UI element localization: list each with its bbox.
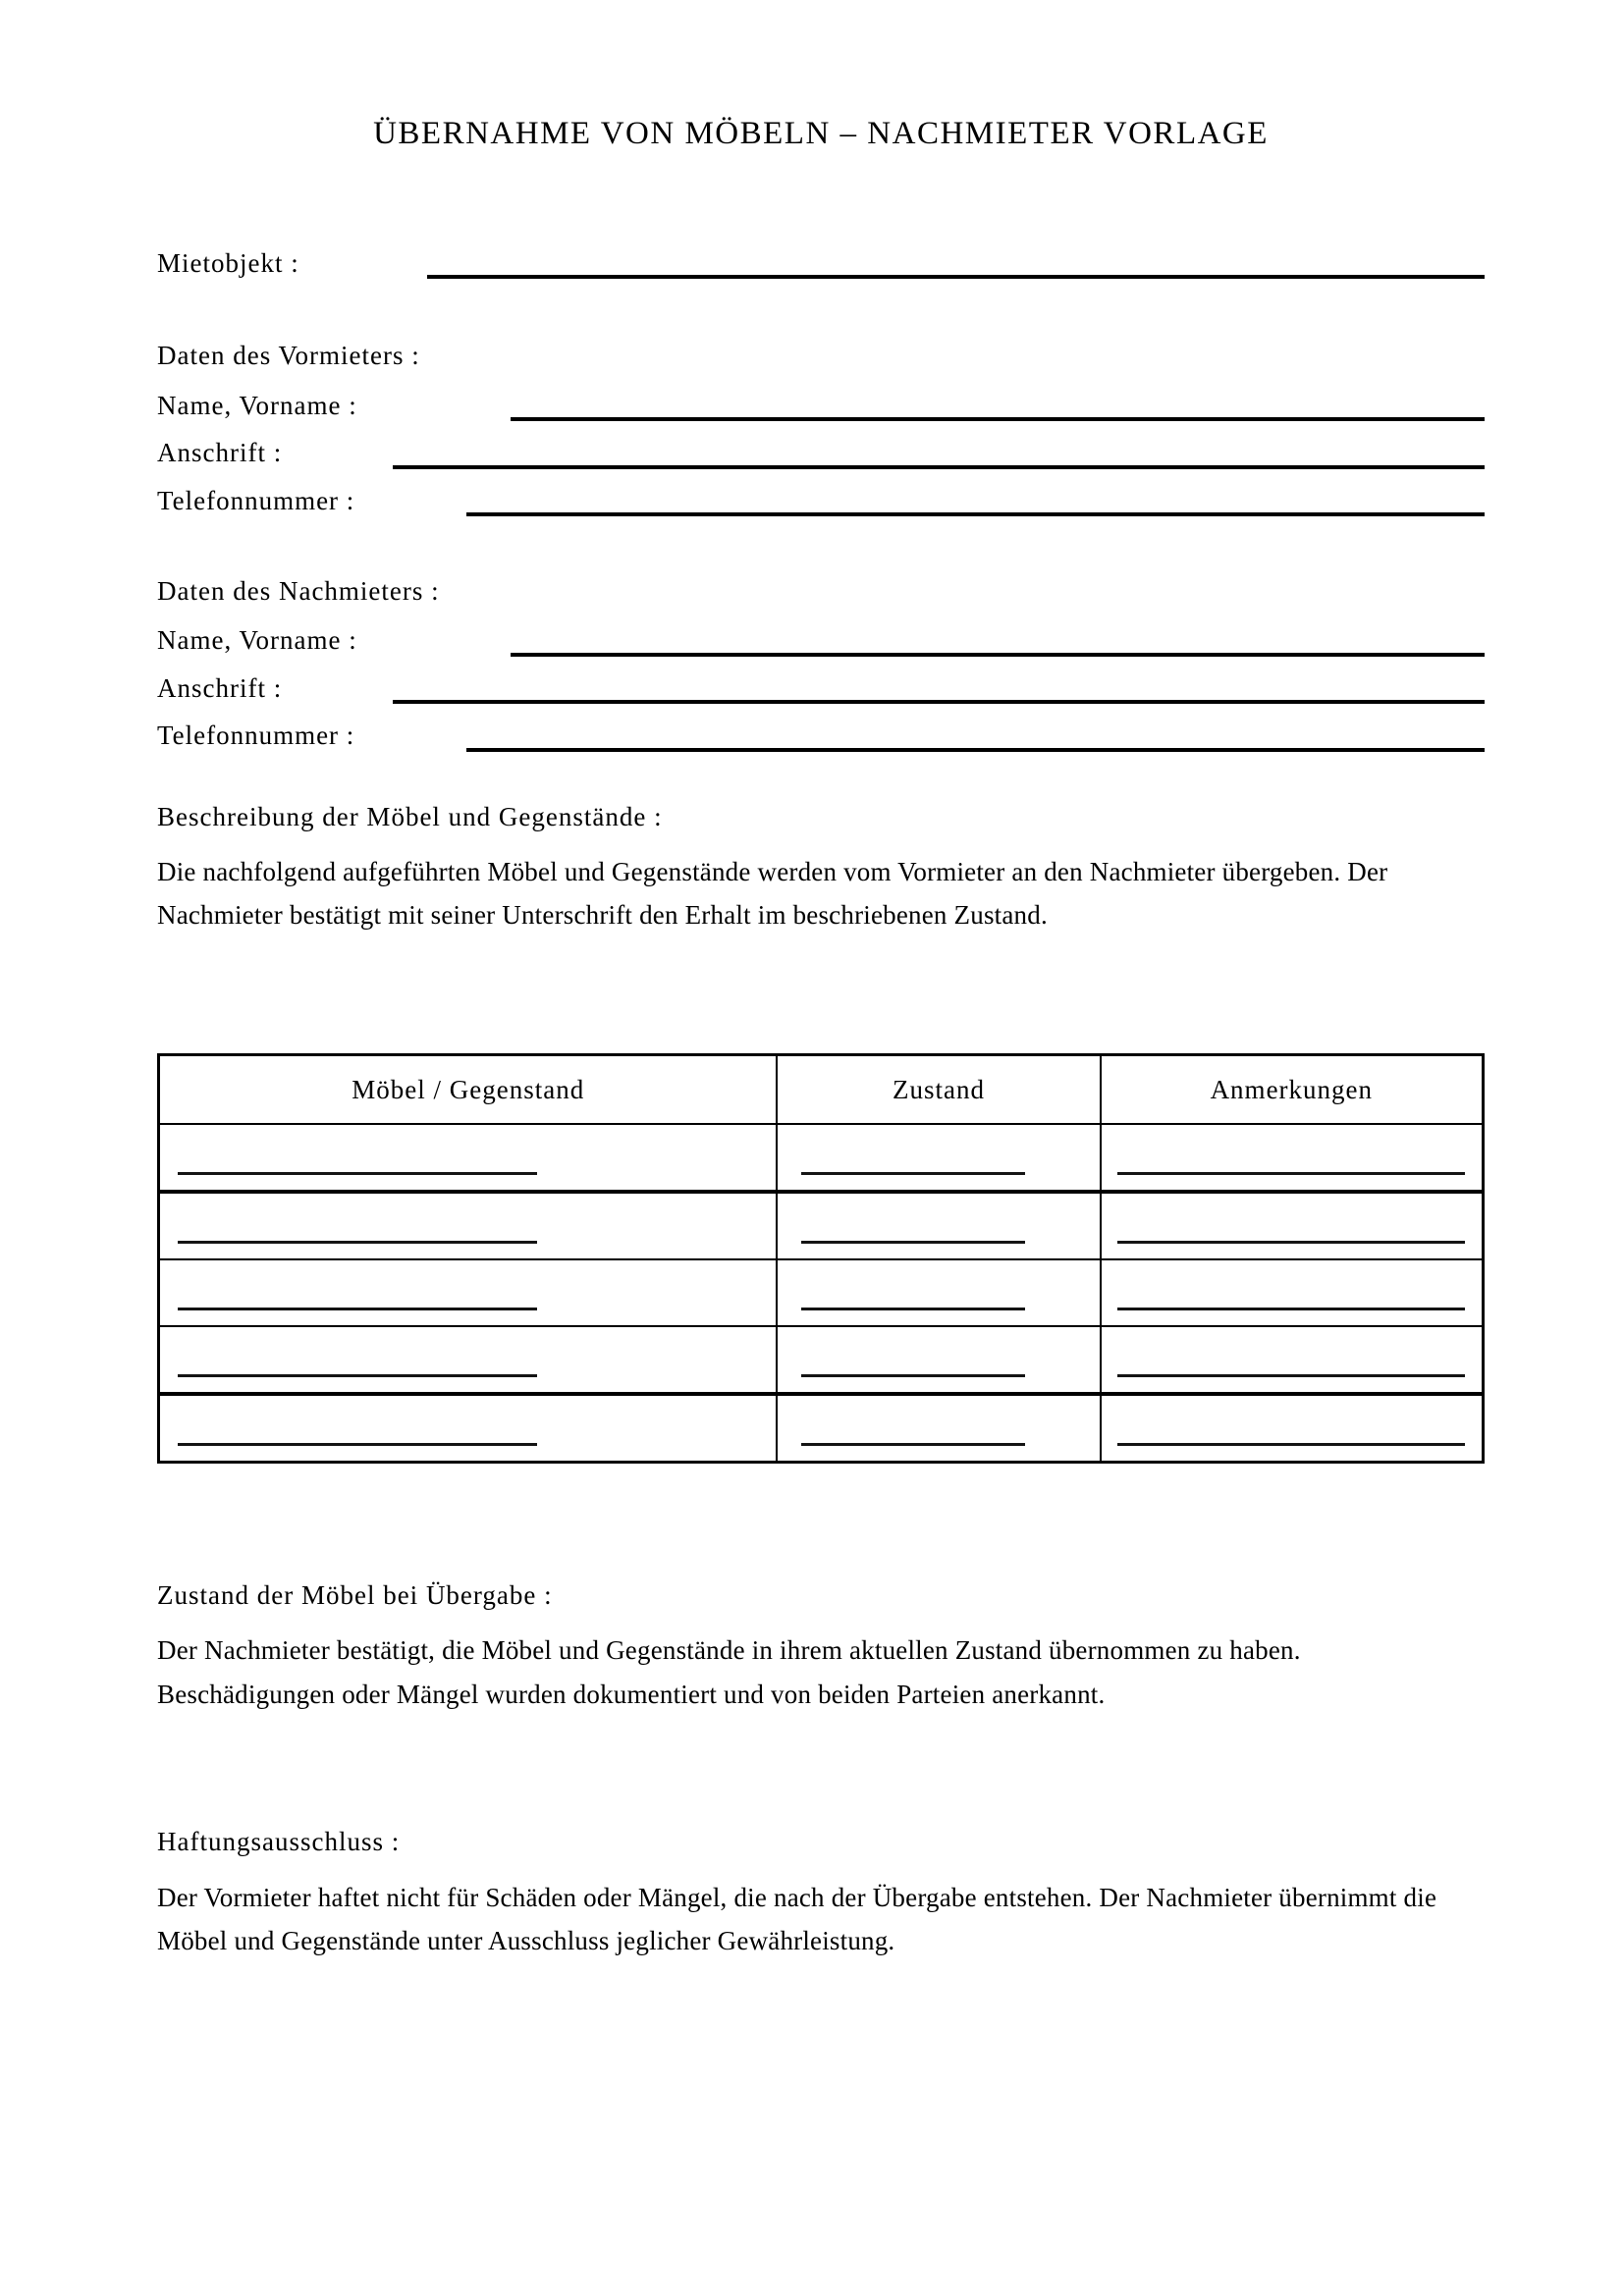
beschreibung-paragraph: Die nachfolgend aufgeführten Möbel und Gegenstände werden vom Vormieter an den Nachmieter übergeben. Der Nachmieter bestätigt mit seiner Unterschrift den Erhalt im beschriebenen Zustand. [157,856,1388,931]
cell-fill-line[interactable] [178,1443,537,1446]
vormieter-telefon-input-line[interactable] [466,503,1485,516]
nachmieter-anschrift-label: Anschrift : [157,672,283,703]
zustand-paragraph: Der Nachmieter bestätigt, die Möbel und Gegenstände in ihrem aktuellen Zustand übernommen zu haben. Beschädigungen oder Mängel wurden dokumentiert und von beiden Parteien anerkannt. [157,1635,1301,1709]
nachmieter-section-heading: Daten des Nachmieters : [157,575,440,606]
nachmieter-name-field [157,624,1485,656]
cell-fill-line[interactable] [1117,1443,1465,1446]
cell-anmerkungen [1101,1259,1484,1326]
cell-moebel [159,1124,778,1192]
vormieter-telefon-label: Telefonnummer : [157,485,355,515]
cell-fill-line[interactable] [801,1241,1025,1244]
nachmieter-anschrift-input-line[interactable] [393,690,1485,704]
cell-fill-line[interactable] [1117,1374,1465,1377]
cell-anmerkungen [1101,1192,1484,1259]
cell-anmerkungen [1101,1394,1484,1463]
table-row [159,1394,1484,1463]
cell-fill-line[interactable] [1117,1308,1465,1310]
vormieter-anschrift-field [157,437,1485,468]
cell-fill-line[interactable] [801,1443,1025,1446]
cell-zustand [777,1192,1100,1259]
cell-zustand [777,1259,1100,1326]
cell-moebel [159,1192,778,1259]
cell-anmerkungen [1101,1124,1484,1192]
vormieter-section-heading: Daten des Vormieters : [157,341,420,371]
table-row [159,1326,1484,1394]
table-row [159,1192,1484,1259]
table-row [159,1259,1484,1326]
vormieter-telefon-field [157,485,1485,516]
cell-fill-line[interactable] [801,1308,1025,1310]
mietobjekt-field [157,247,1485,279]
cell-zustand [777,1394,1100,1463]
cell-moebel [159,1394,778,1463]
document-title: ÜBERNAHME VON MÖBELN – NACHMIETER VORLAGE [373,116,1269,151]
cell-fill-line[interactable] [178,1374,537,1377]
nachmieter-telefon-label: Telefonnummer : [157,721,355,751]
cell-fill-line[interactable] [801,1374,1025,1377]
zustand-section-heading: Zustand der Möbel bei Übergabe : [157,1580,553,1610]
table-row [159,1124,1484,1192]
mietobjekt-label: Mietobjekt : [157,248,299,278]
cell-fill-line[interactable] [178,1241,537,1244]
cell-anmerkungen [1101,1326,1484,1394]
haftung-paragraph: Der Vormieter haftet nicht für Schäden oder Mängel, die nach der Übergabe entstehen. Der Nachmieter übernimmt die Möbel und Gegenstände unter Ausschluss jeglicher Gewährleistung. [157,1882,1437,1956]
cell-fill-line[interactable] [178,1172,537,1175]
cell-moebel [159,1259,778,1326]
vormieter-name-input-line[interactable] [511,407,1485,421]
vormieter-name-label: Name, Vorname : [157,390,357,420]
column-header-moebel-gegenstand: Möbel / Gegenstand [159,1055,778,1125]
nachmieter-name-input-line[interactable] [511,643,1485,657]
vormieter-anschrift-label: Anschrift : [157,438,283,468]
column-header-anmerkungen: Anmerkungen [1101,1055,1484,1125]
vormieter-anschrift-input-line[interactable] [393,455,1485,469]
table-header-row [159,1055,1484,1125]
mietobjekt-input-line[interactable] [427,265,1485,279]
cell-fill-line[interactable] [801,1172,1025,1175]
cell-fill-line[interactable] [178,1308,537,1310]
cell-fill-line[interactable] [1117,1172,1465,1175]
nachmieter-telefon-input-line[interactable] [466,738,1485,752]
furniture-table [157,1053,1485,1464]
nachmieter-telefon-field [157,720,1485,751]
vormieter-name-field [157,390,1485,421]
haftung-section-heading: Haftungsausschluss : [157,1827,401,1857]
column-header-zustand: Zustand [777,1055,1100,1125]
cell-zustand [777,1124,1100,1192]
beschreibung-section-heading: Beschreibung der Möbel und Gegenstände : [157,801,663,831]
cell-moebel [159,1326,778,1394]
nachmieter-name-label: Name, Vorname : [157,625,357,656]
cell-fill-line[interactable] [1117,1241,1465,1244]
cell-zustand [777,1326,1100,1394]
nachmieter-anschrift-field [157,672,1485,704]
